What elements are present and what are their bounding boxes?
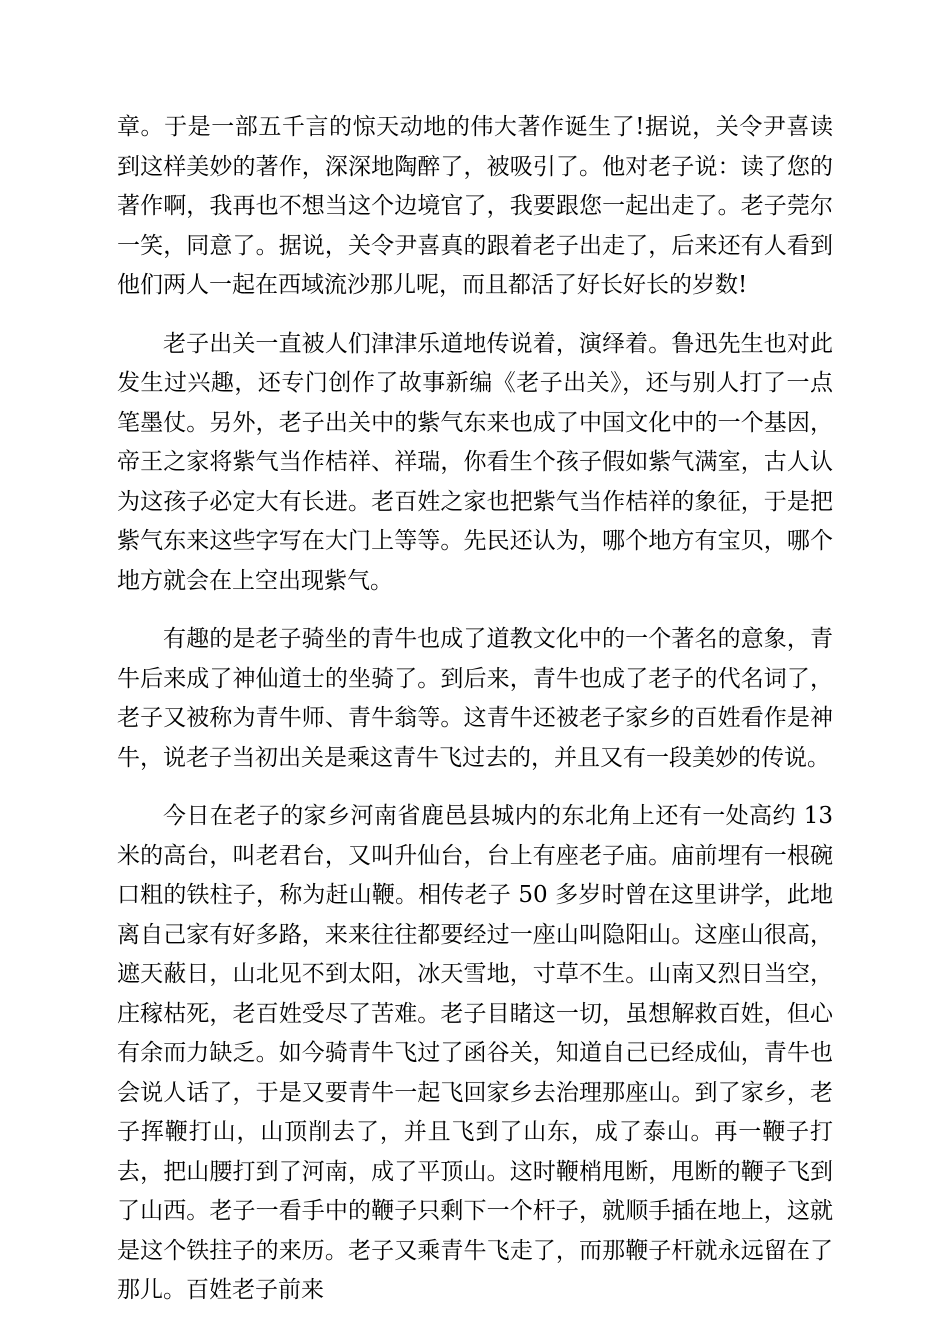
document-page: [117, 108, 833, 1330]
paragraph-continued: 章。于是一部五千言的惊天动地的伟大著作诞生了!据说，关令尹喜读到这样美妙的著作，深深地陶醉了，被吸引了。他对老子说：读了您的著作啊，我再也不想当这个边境官了，我要跟您一起出走了。老子莞尔一笑，同意了。据说，关令尹喜真的跟着老子出走了，后来还有人看到他们两人一起在西域流沙那儿呢，而且都活了好长好长的岁数!: [117, 114, 833, 298]
paragraph-laozi-legend: 老子出关一直被人们津津乐道地传说着，演绎着。鲁迅先生也对此发生过兴趣，还专门创作了故事新编《老子出关》，还与别人打了一点笔墨仗。另外，老子出关中的紫气东来也成了中国文化中的一个基因，帝王之家将紫气当作桔祥、祥瑞，你看生个孩子假如紫气满室，古人认为这孩子必定大有长进。老百姓之家也把紫气当作桔祥的象征，于是把紫气东来这些字写在大门上等等。先民还认为，哪个地方有宝贝，哪个地方就会在上空出现紫气。: [117, 330, 833, 594]
paragraph-green-ox: 有趣的是老子骑坐的青牛也成了道教文化中的一个著名的意象，青牛后来成了神仙道士的坐骑了。到后来，青牛也成了老子的代名词了，老子又被称为青牛师、青牛翁等。这青牛还被老子家乡的百姓看作是神牛，说老子当初出关是乘这青牛飞过去的，并且又有一段美妙的传说。: [117, 626, 833, 771]
paragraph-laojun-tai: 今日在老子的家乡河南省鹿邑县城内的东北角上还有一处高约 13 米的高台，叫老君台，又叫升仙台，台上有座老子庙。庙前埋有一根碗口粗的铁柱子，称为赶山鞭。相传老子 50 多岁时曾在这里讲学，此地离自己家有好多路，来来往往都要经过一座山叫隐阳山。这座山很高，遮天蔽日，山北见不到太阳，冰天雪地，寸草不生。山南又烈日当空，庄稼枯死，老百姓受尽了苦难。老子目睹这一切，虽想解救百姓，但心有余而力缺乏。如今骑青牛飞过了函谷关，知道自己已经成仙，青牛也会说人话了，于是又要青牛一起飞回家乡去治理那座山。到了家乡，老子挥鞭打山，山顶削去了，并且飞到了山东，成了泰山。再一鞭子打去，把山腰打到了河南，成了平顶山。这时鞭梢甩断，甩断的鞭子飞到了山西。老子一看手中的鞭子只剩下一个杆子，就顺手插在地上，这就是这个铁拄子的来历。老子又乘青牛飞走了，而那鞭子杆就永远留在了那儿。百姓老子前来: [117, 803, 833, 1303]
